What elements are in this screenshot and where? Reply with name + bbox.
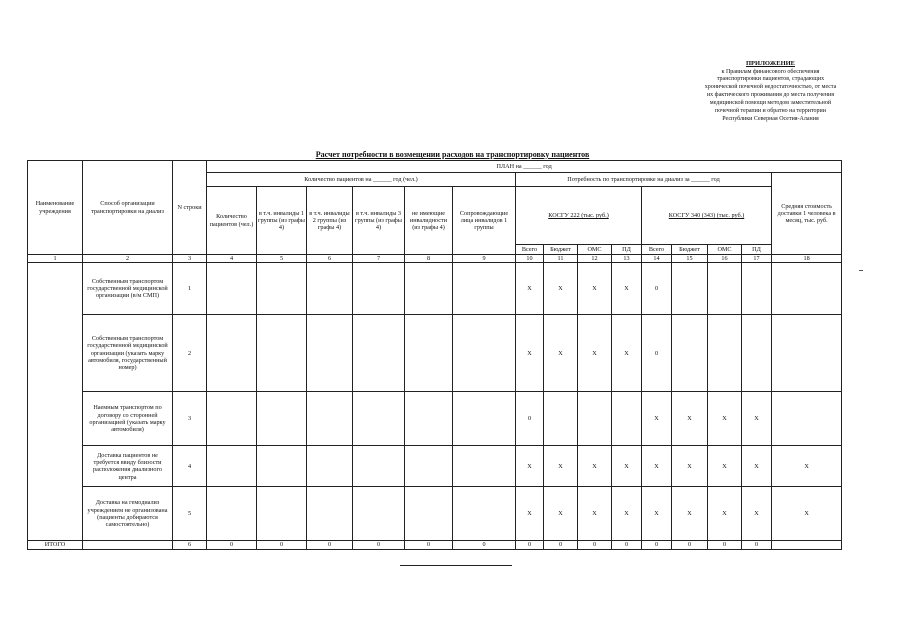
method-label: Доставка пациентов не требуется ввиду близости расположения диализного центра: [83, 446, 173, 487]
value-cell: X: [578, 446, 612, 487]
total-value: 0: [257, 541, 307, 549]
value-cell: [772, 315, 842, 392]
value-cell: X: [708, 446, 742, 487]
value-cell: [544, 392, 578, 446]
col-header-disabled-3: в т.ч. инвалиды 3 группы (из графы 4): [353, 187, 405, 255]
column-number: 14: [642, 255, 672, 263]
col-header-method: Способ организации транспортировки на диализ: [83, 161, 173, 255]
value-cell: [307, 487, 353, 541]
column-number: 9: [453, 255, 516, 263]
value-cell: [772, 263, 842, 315]
value-cell: [353, 487, 405, 541]
plan-header: ПЛАН на ______ год: [207, 161, 842, 173]
value-cell: [353, 263, 405, 315]
value-cell: [353, 446, 405, 487]
value-cell: [257, 392, 307, 446]
column-number: 13: [612, 255, 642, 263]
value-cell: [672, 315, 708, 392]
row-number: 1: [173, 263, 207, 315]
value-cell: [742, 263, 772, 315]
column-number: 4: [207, 255, 257, 263]
row-number: 2: [173, 315, 207, 392]
sub-header: Бюджет: [672, 245, 708, 255]
value-cell: X: [544, 487, 578, 541]
value-cell: 0: [642, 315, 672, 392]
column-number: 1: [28, 255, 83, 263]
total-value: 0: [516, 541, 544, 549]
total-value: 0: [612, 541, 642, 549]
value-cell: X: [516, 446, 544, 487]
column-number: 5: [257, 255, 307, 263]
total-row: [28, 541, 842, 549]
value-cell: [307, 315, 353, 392]
value-cell: X: [672, 446, 708, 487]
value-cell: X: [672, 392, 708, 446]
value-cell: X: [578, 487, 612, 541]
value-cell: X: [578, 263, 612, 315]
appendix-line: хронической почечной недостаточностью, от места: [704, 84, 837, 91]
appendix-line: медицинской помощи методом заместительной: [709, 100, 832, 107]
value-cell: X: [742, 487, 772, 541]
total-value: 0: [307, 541, 353, 549]
value-cell: X: [742, 446, 772, 487]
method-label: Наемным транспортом по договору со сторонней организацией (указать марку автомобиля): [83, 392, 173, 446]
value-cell: [207, 446, 257, 487]
sub-header: ПД: [612, 245, 642, 255]
value-cell: X: [612, 487, 642, 541]
value-cell: [257, 487, 307, 541]
row-number: 4: [173, 446, 207, 487]
column-number: 12: [578, 255, 612, 263]
column-number: 11: [544, 255, 578, 263]
value-cell: [307, 263, 353, 315]
column-number: 18: [772, 255, 842, 263]
value-cell: [405, 392, 453, 446]
group-header-patients: Количество пациентов на ______ год (чел.): [207, 173, 516, 187]
calculation-table: [27, 160, 842, 550]
value-cell: [708, 263, 742, 315]
appendix-line: транспортировки пациентов, страдающих: [716, 76, 825, 83]
column-number: 2: [83, 255, 173, 263]
value-cell: [207, 487, 257, 541]
sub-header: Всего: [642, 245, 672, 255]
column-number: 8: [405, 255, 453, 263]
method-label: Собственным транспортом государственной медицинской организации (в/м СМП): [83, 263, 173, 315]
value-cell: [405, 487, 453, 541]
table-row: [28, 315, 842, 392]
appendix-heading: ПРИЛОЖЕНИЕ: [745, 60, 796, 67]
value-cell: [772, 392, 842, 446]
column-number: 3: [173, 255, 207, 263]
table-row: [28, 487, 842, 541]
sub-header: Всего: [516, 245, 544, 255]
value-cell: X: [612, 315, 642, 392]
table-row: [28, 263, 842, 315]
column-number: 15: [672, 255, 708, 263]
value-cell: [453, 487, 516, 541]
value-cell: [453, 315, 516, 392]
row-number: 5: [173, 487, 207, 541]
sub-header: ОМС: [578, 245, 612, 255]
appendix-line: Республики Северная Осетия-Алания: [722, 116, 819, 123]
value-cell: [307, 392, 353, 446]
total-value: 0: [578, 541, 612, 549]
value-cell: X: [612, 446, 642, 487]
sub-header: ПД: [742, 245, 772, 255]
value-cell: [672, 263, 708, 315]
value-cell: [257, 263, 307, 315]
value-cell: [453, 263, 516, 315]
value-cell: X: [578, 315, 612, 392]
value-cell: X: [544, 263, 578, 315]
value-cell: X: [742, 392, 772, 446]
total-value: 0: [405, 541, 453, 549]
col-header-patients: Количество пациентов (чел.): [207, 187, 257, 255]
method-label: Собственным транспортом государственной медицинской организации (указать марку автомобиля, государственный номер): [83, 315, 173, 392]
appendix-line: к Правилам финансового обеспечения: [721, 68, 820, 75]
value-cell: [353, 315, 405, 392]
kosgu-340-header: КОСГУ 340 (343) (тыс. руб.): [642, 187, 772, 245]
total-value: 0: [544, 541, 578, 549]
value-cell: X: [642, 446, 672, 487]
total-value: 0: [708, 541, 742, 549]
value-cell: [405, 446, 453, 487]
appendix-line: почечной терапии и обратно на территории: [715, 108, 826, 115]
value-cell: [207, 392, 257, 446]
column-number: 6: [307, 255, 353, 263]
table-row: [28, 392, 842, 446]
value-cell: [207, 263, 257, 315]
value-cell: [453, 446, 516, 487]
value-cell: 0: [516, 392, 544, 446]
value-cell: X: [516, 487, 544, 541]
value-cell: [578, 392, 612, 446]
column-number: 17: [742, 255, 772, 263]
total-value: 0: [353, 541, 405, 549]
appendix-line: их фактического проживания до места получения: [706, 92, 835, 99]
col-header-disabled-2: в т.ч. инвалиды 2 группы (из графы 4): [307, 187, 353, 255]
value-cell: X: [772, 487, 842, 541]
sub-header: ОМС: [708, 245, 742, 255]
total-value: [772, 541, 842, 549]
value-cell: [405, 315, 453, 392]
value-cell: [257, 315, 307, 392]
col-header-not-disabled: не имеющие инвалидности (из графы 4): [405, 187, 453, 255]
column-number: 7: [353, 255, 405, 263]
col-header-institution: Наименование учреждения: [28, 161, 83, 255]
col-header-row-number: N строки: [173, 161, 207, 255]
appendix-block: [648, 60, 893, 124]
row-number: 3: [173, 392, 207, 446]
column-number: 16: [708, 255, 742, 263]
value-cell: [742, 315, 772, 392]
value-cell: [708, 315, 742, 392]
separator-line: [400, 565, 512, 566]
row-number: 6: [173, 541, 207, 549]
total-method-cell: [83, 541, 173, 549]
total-value: 0: [672, 541, 708, 549]
total-value: 0: [642, 541, 672, 549]
group-header-need: Потребность по транспортировке на диализ за ______ год: [516, 173, 772, 187]
total-value: 0: [453, 541, 516, 549]
value-cell: X: [516, 315, 544, 392]
col-header-escorts: Сопровождающие лица инвалидов 1 группы: [453, 187, 516, 255]
value-cell: X: [708, 487, 742, 541]
col-header-disabled-1: в т.ч. инвалиды 1 группы (из графы 4): [257, 187, 307, 255]
value-cell: X: [708, 392, 742, 446]
page-title: Расчет потребности в возмещении расходов на транспортировку пациентов: [315, 150, 590, 159]
value-cell: X: [612, 263, 642, 315]
table-row: [28, 446, 842, 487]
value-cell: X: [672, 487, 708, 541]
value-cell: [307, 446, 353, 487]
kosgu-222-header: КОСГУ 222 (тыс. руб.): [516, 187, 642, 245]
total-label: ИТОГО: [28, 541, 83, 549]
sub-header: Бюджет: [544, 245, 578, 255]
value-cell: [257, 446, 307, 487]
institution-cell: [28, 263, 83, 541]
col-header-avg-cost: Средняя стоимость доставки 1 человека в месяц, тыс. руб.: [772, 173, 842, 255]
value-cell: [453, 392, 516, 446]
margin-mark: [859, 270, 863, 271]
value-cell: 0: [642, 263, 672, 315]
value-cell: X: [642, 487, 672, 541]
column-number: 10: [516, 255, 544, 263]
value-cell: [353, 392, 405, 446]
value-cell: X: [516, 263, 544, 315]
value-cell: X: [772, 446, 842, 487]
method-label: Доставка на гемодиализ учреждением не организована (пациенты добираются самостоятельно): [83, 487, 173, 541]
value-cell: [405, 263, 453, 315]
value-cell: X: [642, 392, 672, 446]
value-cell: X: [544, 446, 578, 487]
total-value: 0: [207, 541, 257, 549]
total-value: 0: [742, 541, 772, 549]
value-cell: [207, 315, 257, 392]
value-cell: [612, 392, 642, 446]
value-cell: X: [544, 315, 578, 392]
